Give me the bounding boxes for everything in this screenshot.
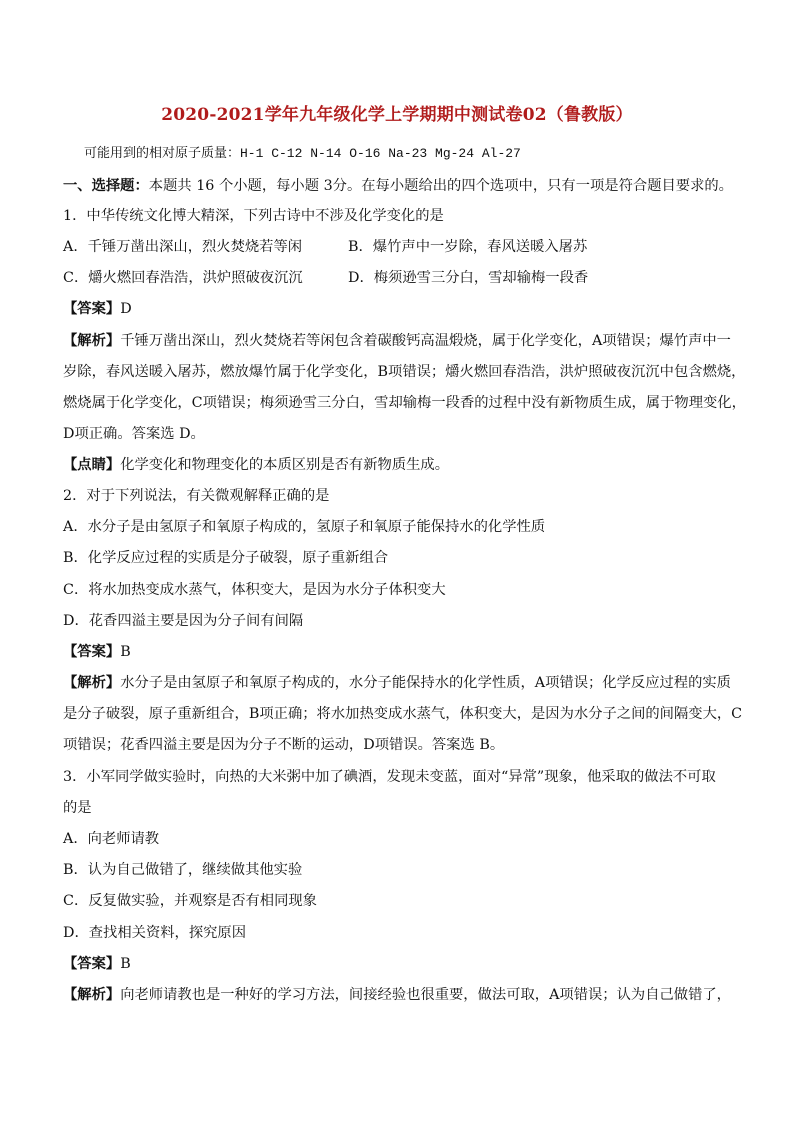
q1-analysis-line-2: 岁除，春风送暖入屠苏，燃放爆竹属于化学变化，B项错误；爝火燃回春浩浩，洪炉照破夜沉沉中包含燃烧，	[63, 364, 746, 380]
q3-option-d: D．查找相关资料，探究原因	[63, 925, 247, 941]
analysis-label: 【解析】	[63, 987, 121, 1003]
document-title: 2020-2021学年九年级化学上学期期中测试卷02（鲁教版）	[161, 105, 633, 125]
comment-label: 【点睛】	[63, 457, 121, 473]
section-description: 本题共 16 个小题，每小题 3分。在每小题给出的四个选项中，只有一项是符合题目要求的。	[148, 178, 733, 194]
q3-stem-line-2: 的是	[63, 800, 92, 816]
q1-option-b: B．爆竹声中一岁除，春风送暖入屠苏	[348, 239, 588, 255]
q3-analysis-line-1	[63, 985, 735, 1005]
analysis-text: 千锤万凿出深山，烈火焚烧若等闲包含着碳酸钙高温煅烧，属于化学变化，A项错误；爆竹声中一	[120, 333, 731, 349]
answer-label: 【答案】	[63, 956, 121, 972]
q1-analysis-line-3: 燃烧属于化学变化，C项错误；梅须逊雪三分白，雪却输梅一段香的过程中没有新物质生成，属于物理变化，	[63, 395, 746, 411]
q3-stem-line-1: 3．小军同学做实验时，向热的大米粥中加了碘酒，发现未变蓝，面对“异常”现象，他采取的做法不可取	[63, 769, 716, 785]
q1-comment	[63, 455, 735, 475]
answer-value: B	[120, 644, 131, 660]
q1-option-a: A．千锤万凿出深山，烈火焚烧若等闲	[63, 239, 303, 255]
q1-option-d: D．梅须逊雪三分白，雪却输梅一段香	[348, 270, 589, 286]
q3-option-c: C．反复做实验，并观察是否有相同现象	[63, 893, 317, 909]
q2-stem: 2．对于下列说法，有关微观解释正确的是	[63, 488, 330, 504]
q3-option-a: A．向老师请教	[63, 831, 160, 847]
analysis-label: 【解析】	[63, 333, 121, 349]
q1-options-row-1	[63, 237, 735, 257]
answer-label: 【答案】	[63, 644, 121, 660]
section-heading-line	[63, 176, 735, 196]
answer-label: 【答案】	[63, 301, 121, 317]
answer-value: B	[120, 956, 131, 972]
answer-value: D	[120, 301, 132, 317]
comment-text: 化学变化和物理变化的本质区别是否有新物质生成。	[120, 457, 450, 473]
analysis-text: 向老师请教也是一种好的学习方法，间接经验也很重要，做法可取，A项错误；认为自己做错了，	[120, 987, 731, 1003]
q3-option-b: B．认为自己做错了，继续做其他实验	[63, 862, 303, 878]
q2-option-d: D．花香四溢主要是因为分子间有间隔	[63, 613, 304, 629]
q2-analysis-line-1	[63, 673, 735, 693]
q2-option-a: A．水分子是由氢原子和氧原子构成的，氢原子和氧原子能保持水的化学性质	[63, 519, 546, 535]
q1-options-row-2	[63, 268, 735, 288]
atomic-mass-note: 可能用到的相对原子质量：H-1 C-12 N-14 O-16 Na-23 Mg-24 Al-27	[84, 146, 521, 161]
q2-analysis-line-2: 是分子破裂，原子重新组合，B项正确；将水加热变成水蒸气，体积变大，是因为水分子之间的间隔变大，C	[63, 706, 743, 722]
q1-stem: 1．中华传统文化博大精深，下列古诗中不涉及化学变化的是	[63, 208, 444, 224]
q1-option-c: C．爝火燃回春浩浩，洪炉照破夜沉沉	[63, 270, 303, 286]
q3-answer	[63, 954, 735, 974]
q2-option-b: B．化学反应过程的实质是分子破裂，原子重新组合	[63, 550, 389, 566]
q2-analysis-line-3: 项错误；花香四溢主要是因为分子不断的运动，D项错误。答案选 B。	[63, 737, 505, 753]
analysis-text: 水分子是由氢原子和氧原子构成的，水分子能保持水的化学性质，A项错误；化学反应过程的实质	[120, 675, 731, 691]
analysis-label: 【解析】	[63, 675, 121, 691]
q2-option-c: C．将水加热变成水蒸气，体积变大，是因为水分子体积变大	[63, 582, 446, 598]
q1-analysis-line-1	[63, 331, 735, 351]
q1-analysis-line-4: D项正确。答案选 D。	[63, 426, 205, 442]
section-heading: 一、选择题：	[63, 178, 149, 194]
q2-answer	[63, 642, 735, 662]
q1-answer	[63, 299, 735, 319]
